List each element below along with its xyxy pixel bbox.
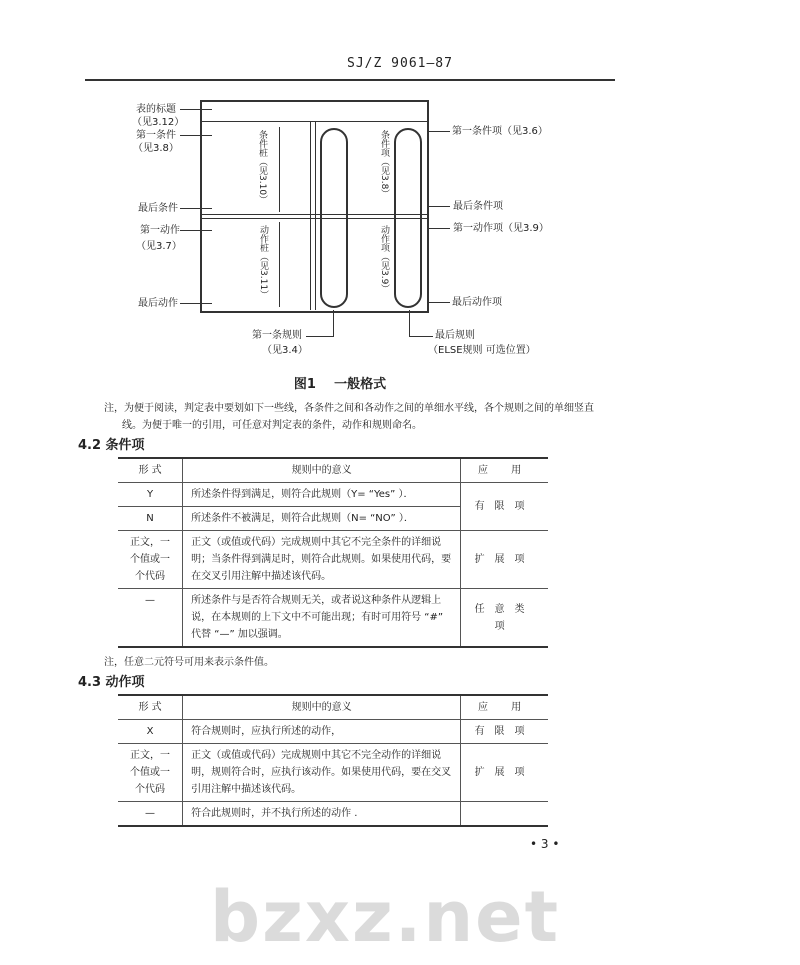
header-cell: 应 用 [461,695,548,720]
label-ref: （见3.7） [136,241,182,252]
label-first-rule: 第一条规则 [252,330,302,341]
section-4-3-title: 4.3 动作项 [78,675,145,690]
cell: 正文，一个值或一个代码 [118,744,183,802]
label-last-action: 最后动作 [138,298,178,309]
table-row [118,744,548,802]
last-rule-column [394,128,422,308]
pointer [428,228,450,229]
figure-note: 注，为便于阅读，判定表中要划如下一些线，各条件之间和各动作之间的单细水平线，各个规则之间的单细竖直线。为便于唯一的引用，可任意对判定表的条件，动作和规则命名。 [104,403,594,431]
table-row [118,802,548,827]
section-4-2-title: 4.2 条件项 [78,438,145,453]
header-cell: 应 用 [461,458,548,483]
dimension-arrow [279,127,280,212]
cell: 任意类项 [461,589,548,648]
label-first-condition: 第一条件 [136,130,176,141]
cell: Y [118,483,183,507]
condition-entry-label: 条件项（见3.8） [379,130,389,199]
label-table-title: 表的标题 [136,104,176,115]
pointer [428,131,450,132]
label-last-rule: 最后规则 [435,330,475,341]
header-cell: 规则中的意义 [183,458,461,483]
header-cell: 形 式 [118,695,183,720]
header-rule [85,79,615,81]
table-row [118,589,548,648]
cell: 正文（或值或代码）完成规则中其它不完全动作的详细说明，规则符合时，应执行该动作。如果使用代码，要在交叉引用注解中描述该代码。 [183,744,461,802]
page-header: SJ/Z 9061—87 [347,56,453,71]
tables-flow [0,457,800,851]
pointer [180,109,212,110]
cell: N [118,507,183,531]
double-divider [200,214,427,215]
table-header-row [118,458,548,483]
cell: 正文，一个值或一个代码 [118,531,183,589]
label-else-rule: （ELSE规则 可选位置） [428,345,536,356]
action-stub-label: 动作桩（见3.11） [258,225,268,300]
cell: X [118,720,183,744]
pointer [180,230,212,231]
label-ref: （见3.8） [133,143,179,154]
cell: 所述条件不被满足，则符合此规则（N= “NO” ）． [183,507,461,531]
pointer [428,206,450,207]
cell: 所述条件得到满足，则符合此规则（Y= “Yes” ）． [183,483,461,507]
pointer [180,135,212,136]
pointer [409,310,410,336]
label-first-action-entry: 第一动作项（见3.9） [453,223,549,234]
table-row [118,531,548,589]
first-rule-column [320,128,348,308]
label-last-action-entry: 最后动作项 [452,297,502,308]
label-last-condition-entry: 最后条件项 [453,201,503,212]
action-entry-label: 动作项（见3.9） [379,225,389,294]
pointer [306,336,334,337]
cell: — [118,589,183,648]
table-row [118,720,548,744]
table-header-row [118,695,548,720]
dimension-arrow [279,222,280,307]
condition-entry-table [118,457,548,648]
header-cell: 形 式 [118,458,183,483]
cell: 扩展项 [461,531,548,589]
cell [461,802,548,827]
cell: 正文（或值或代码）完成规则中其它不完全条件的详细说明；当条件得到满足时，则符合此规则。如果使用代码，要在交叉引用注解中描述该代码。 [183,531,461,589]
pointer [409,336,433,337]
cell: — [118,802,183,827]
table-row [118,483,548,507]
label-last-condition: 最后条件 [138,203,178,214]
label-ref: （见3.4） [262,345,308,356]
stub-divider [310,122,311,310]
label-first-action: 第一动作 [140,225,180,236]
label-first-condition-entry: 第一条件项（见3.6） [452,126,548,137]
pointer [428,302,450,303]
watermark: bzxz.net [210,876,561,958]
double-divider [200,218,427,219]
cell: 有限项 [461,720,548,744]
table-note: 注，任意二元符号可用来表示条件值。 [104,657,274,668]
header-cell: 规则中的意义 [183,695,461,720]
condition-stub-label: 条件桩（见3.10） [257,130,267,205]
cell: 符合此规则时，并不执行所述的动作 . [183,802,461,827]
stub-divider [315,122,316,310]
cell: 所述条件与是否符合规则无关，或者说这种条件从逻辑上说，在本规则的上下文中不可能出现；有时可用符号 “#” 代替 “—” 加以强调。 [183,589,461,648]
page-number: • 3 • [530,837,560,851]
action-entry-table [118,694,548,827]
cell: 扩展项 [461,744,548,802]
label-ref: （见3.12） [132,117,185,128]
title-divider [200,121,427,122]
pointer [333,310,334,336]
pointer [180,303,212,304]
figure-caption: 图1 一般格式 [293,377,387,392]
cell: 符合规则时，应执行所述的动作， [183,720,461,744]
pointer [180,208,212,209]
cell: 有限项 [461,483,548,531]
